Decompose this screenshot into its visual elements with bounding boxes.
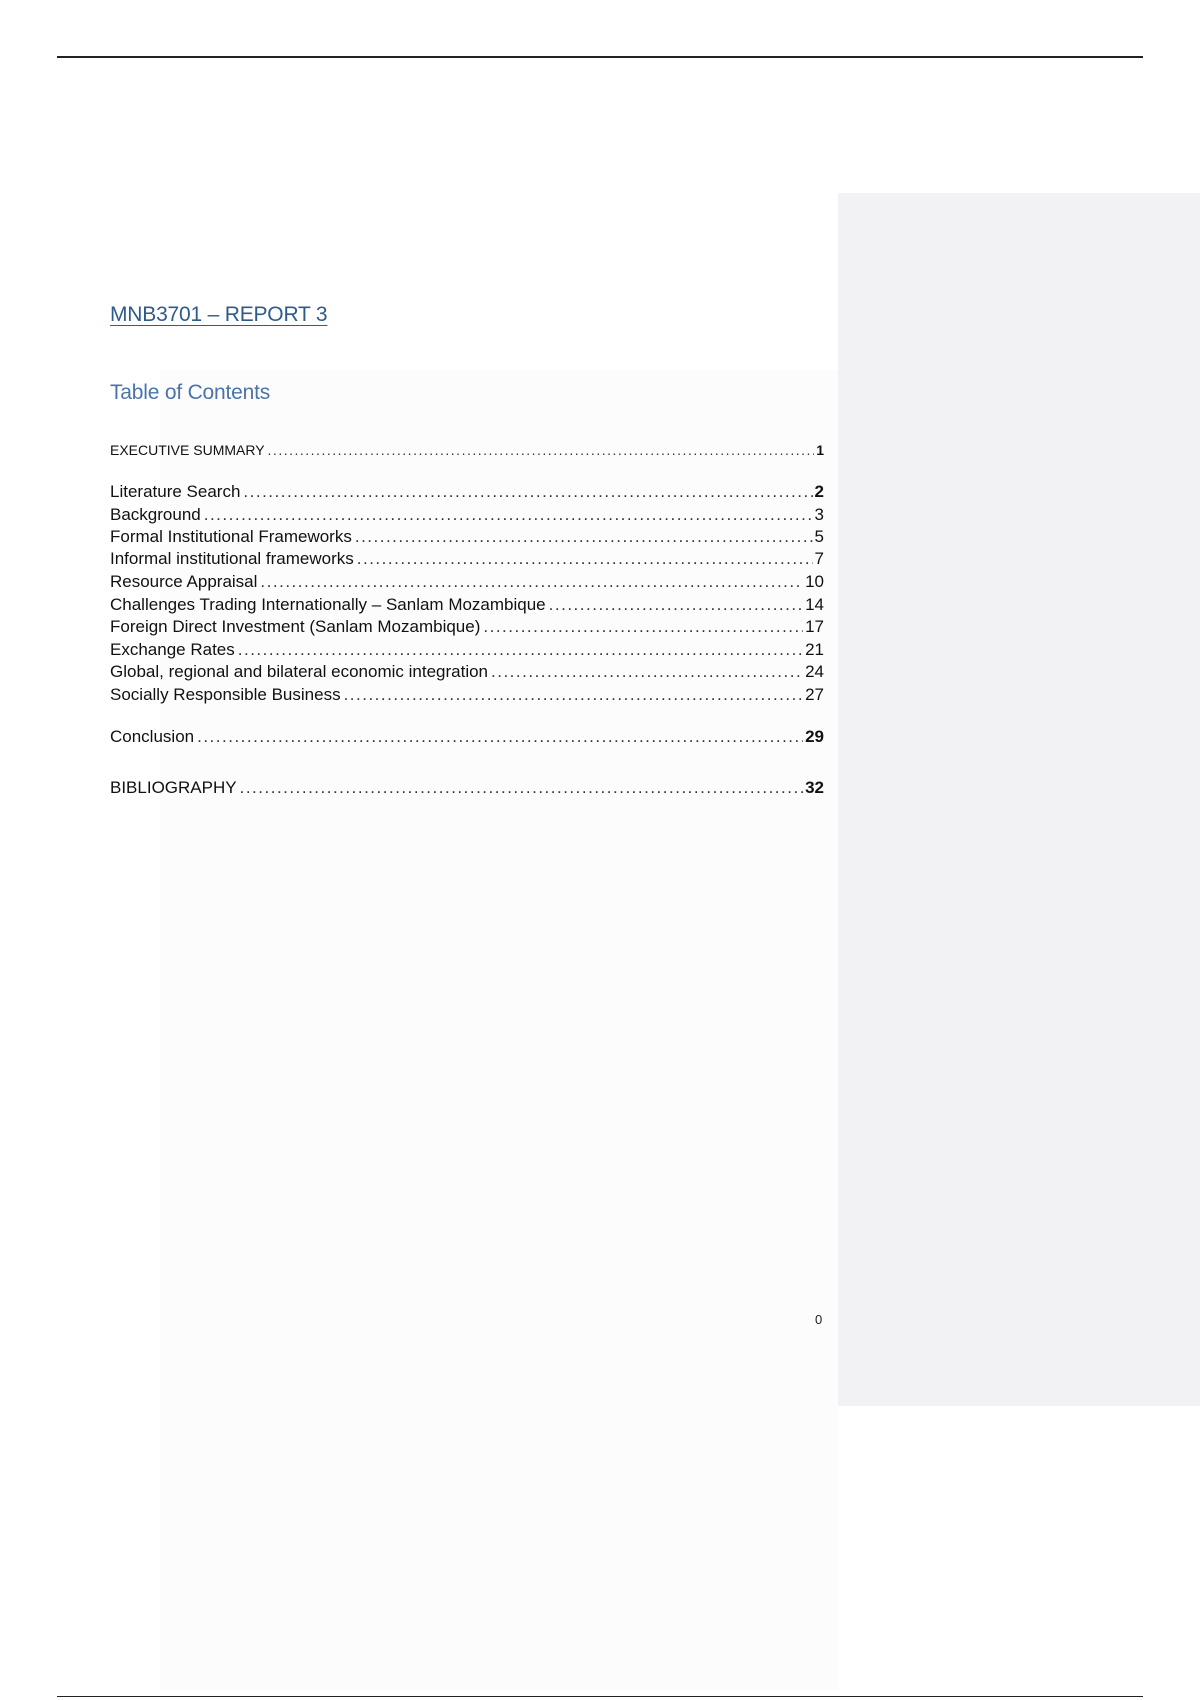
toc-entry-literature-search[interactable] [110,482,824,502]
toc-heading: Table of Contents [110,381,271,404]
toc-entry-page: 10 [805,572,824,591]
toc-entry-page: 27 [805,685,824,704]
toc-entry-page: 21 [805,640,824,659]
toc-dot-leader [238,640,803,660]
toc-entry-page: 2 [814,482,824,501]
toc-entry-formal-institutional-frameworks[interactable] [110,527,824,547]
toc-entry-informal-institutional-frameworks[interactable] [110,549,824,569]
toc-entry-exchange-rates[interactable] [110,640,824,660]
toc-entry-label: EXECUTIVE SUMMARY [110,442,265,458]
toc-entry-socially-responsible-business[interactable] [110,685,824,705]
toc-entry-label: Formal Institutional Frameworks [110,527,352,546]
page-number: 0 [815,1312,823,1327]
toc-entry-label: Exchange Rates [110,640,235,659]
toc-entry-foreign-direct-investment[interactable] [110,617,824,637]
toc-entry-economic-integration[interactable] [110,662,824,682]
toc-entry-page: 1 [816,442,824,458]
toc-entry-resource-appraisal[interactable] [110,572,824,592]
toc-entry-label: Conclusion [110,727,195,746]
toc-entry-label: Literature Search [110,482,241,501]
toc-entry-label: Socially Responsible Business [110,685,341,704]
toc-entry-background[interactable] [110,505,824,525]
toc-entry-label: Informal institutional frameworks [110,549,354,568]
comment-pane [838,193,1200,1406]
toc-entry-page: 7 [814,549,824,568]
toc-entry-label: Challenges Trading Internationally – Sanlam Mozambique [110,595,546,614]
toc-entry-page: 17 [805,617,824,636]
toc-entry-page: 32 [805,778,824,797]
toc-entry-label: Global, regional and bilateral economic integration [110,662,489,681]
toc-dot-leader [260,572,803,592]
toc-dot-leader [243,482,812,502]
header-rule [57,56,1143,58]
toc-dot-leader [491,662,803,682]
toc-entry-label: Background [110,505,201,524]
toc-entry-page: 3 [814,505,824,524]
footer-rule [57,1696,1143,1697]
toc-entry-conclusion[interactable] [110,727,824,747]
toc-entry-page: 24 [805,662,824,681]
toc-entry-page: 29 [805,727,824,746]
toc-entry-label: BIBLIOGRAPHY [110,778,237,797]
toc-dot-leader [344,685,804,705]
toc-dot-leader [204,505,813,525]
toc-dot-leader [549,595,803,615]
toc-entry-executive-summary[interactable] [110,442,824,458]
toc-dot-leader [240,778,803,798]
toc-entry-challenges-trading-internationally[interactable] [110,595,824,615]
toc-entry-label: Foreign Direct Investment (Sanlam Mozambique) [110,617,481,636]
toc-dot-leader [268,442,815,458]
toc-dot-leader [483,617,803,637]
document-title[interactable]: MNB3701 – REPORT 3 [110,303,328,326]
toc-dot-leader [197,727,803,747]
toc-entry-page: 14 [805,595,824,614]
toc-entry-label: Resource Appraisal [110,572,258,591]
toc-entry-bibliography[interactable] [110,778,824,798]
toc-entry-page: 5 [814,527,824,546]
toc-dot-leader [355,527,813,547]
toc-dot-leader [357,549,813,569]
